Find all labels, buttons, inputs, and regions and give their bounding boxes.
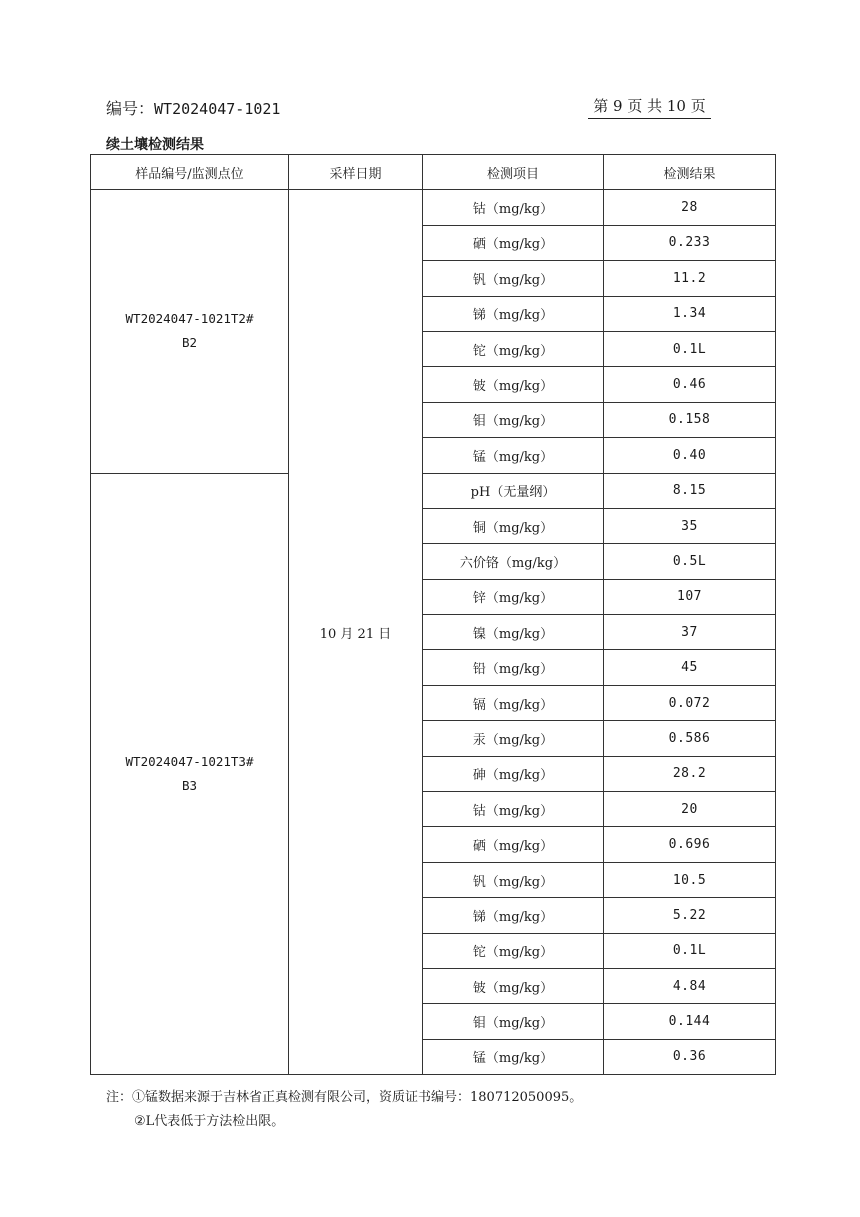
column-header: 检测项目: [423, 155, 604, 190]
test-item-cell: 铜（mg/kg）: [423, 508, 604, 543]
test-result-cell: 10.5: [604, 862, 776, 897]
table-row: [91, 473, 776, 508]
test-result-cell: 0.144: [604, 1004, 776, 1039]
test-result-cell: 1.34: [604, 296, 776, 331]
test-result-cell: 11.2: [604, 261, 776, 296]
test-item-cell: 钼（mg/kg）: [423, 1004, 604, 1039]
test-item-cell: 汞（mg/kg）: [423, 721, 604, 756]
report-number: [106, 96, 280, 119]
test-item-cell: 钒（mg/kg）: [423, 261, 604, 296]
test-result-cell: 4.84: [604, 968, 776, 1003]
sample-point: B2: [181, 335, 198, 351]
test-result-cell: 5.22: [604, 898, 776, 933]
column-header: 检测结果: [604, 155, 776, 190]
test-result-cell: 0.46: [604, 367, 776, 402]
note-text: ①锰数据来源于吉林省正真检测有限公司，资质证书编号：180712050095。: [132, 1090, 583, 1105]
test-item-cell: 钒（mg/kg）: [423, 862, 604, 897]
test-result-cell: 20: [604, 792, 776, 827]
test-result-cell: 0.233: [604, 225, 776, 260]
test-item-cell: pH（无量纲）: [423, 473, 604, 508]
test-result-cell: 8.15: [604, 473, 776, 508]
column-header: 样品编号/监测点位: [91, 155, 289, 190]
test-item-cell: 铅（mg/kg）: [423, 650, 604, 685]
note-line-2: ②L代表低于方法检出限。: [134, 1114, 285, 1129]
test-item-cell: 锰（mg/kg）: [423, 438, 604, 473]
test-item-cell: 钴（mg/kg）: [423, 792, 604, 827]
test-item-cell: 硒（mg/kg）: [423, 827, 604, 862]
test-result-cell: 0.5L: [604, 544, 776, 579]
test-result-cell: 37: [604, 615, 776, 650]
test-item-cell: 锑（mg/kg）: [423, 296, 604, 331]
sample-id-cell: [91, 190, 289, 473]
test-result-cell: 0.696: [604, 827, 776, 862]
note-prefix: 注：: [106, 1090, 133, 1105]
sample-id-cell: [91, 473, 289, 1075]
test-item-cell: 铊（mg/kg）: [423, 933, 604, 968]
sample-id: WT2024047-1021T3#: [125, 753, 254, 769]
report-number-label: 编号：: [106, 99, 155, 118]
test-result-cell: 28.2: [604, 756, 776, 791]
test-item-cell: 镍（mg/kg）: [423, 615, 604, 650]
test-item-cell: 六价铬（mg/kg）: [423, 544, 604, 579]
section-title: 续土壤检测结果: [106, 137, 204, 153]
test-item-cell: 钼（mg/kg）: [423, 402, 604, 437]
page-info: 第 9 页 共 10 页: [588, 95, 711, 119]
test-result-cell: 45: [604, 650, 776, 685]
sample-point: B3: [181, 777, 198, 793]
notes: [106, 1086, 582, 1134]
table-row: [91, 190, 776, 225]
test-item-cell: 锑（mg/kg）: [423, 898, 604, 933]
test-item-cell: 砷（mg/kg）: [423, 756, 604, 791]
test-result-cell: 28: [604, 190, 776, 225]
test-result-cell: 0.36: [604, 1039, 776, 1074]
test-item-cell: 铍（mg/kg）: [423, 968, 604, 1003]
test-item-cell: 钴（mg/kg）: [423, 190, 604, 225]
test-result-cell: 0.586: [604, 721, 776, 756]
test-item-cell: 硒（mg/kg）: [423, 225, 604, 260]
test-item-cell: 锌（mg/kg）: [423, 579, 604, 614]
report-number-value: WT2024047-1021: [154, 100, 281, 118]
test-result-cell: 0.158: [604, 402, 776, 437]
results-table: [90, 154, 776, 1075]
sample-id: WT2024047-1021T2#: [125, 311, 254, 327]
sampling-date-cell: 10 月 21 日: [289, 190, 423, 1075]
test-result-cell: 0.072: [604, 685, 776, 720]
table-header-row: [91, 155, 776, 190]
column-header: 采样日期: [289, 155, 423, 190]
note-line-1: [106, 1086, 582, 1110]
test-item-cell: 镉（mg/kg）: [423, 685, 604, 720]
test-item-cell: 铍（mg/kg）: [423, 367, 604, 402]
test-result-cell: 0.40: [604, 438, 776, 473]
test-item-cell: 锰（mg/kg）: [423, 1039, 604, 1074]
test-result-cell: 107: [604, 579, 776, 614]
test-result-cell: 35: [604, 508, 776, 543]
test-result-cell: 0.1L: [604, 331, 776, 366]
test-item-cell: 铊（mg/kg）: [423, 331, 604, 366]
test-result-cell: 0.1L: [604, 933, 776, 968]
